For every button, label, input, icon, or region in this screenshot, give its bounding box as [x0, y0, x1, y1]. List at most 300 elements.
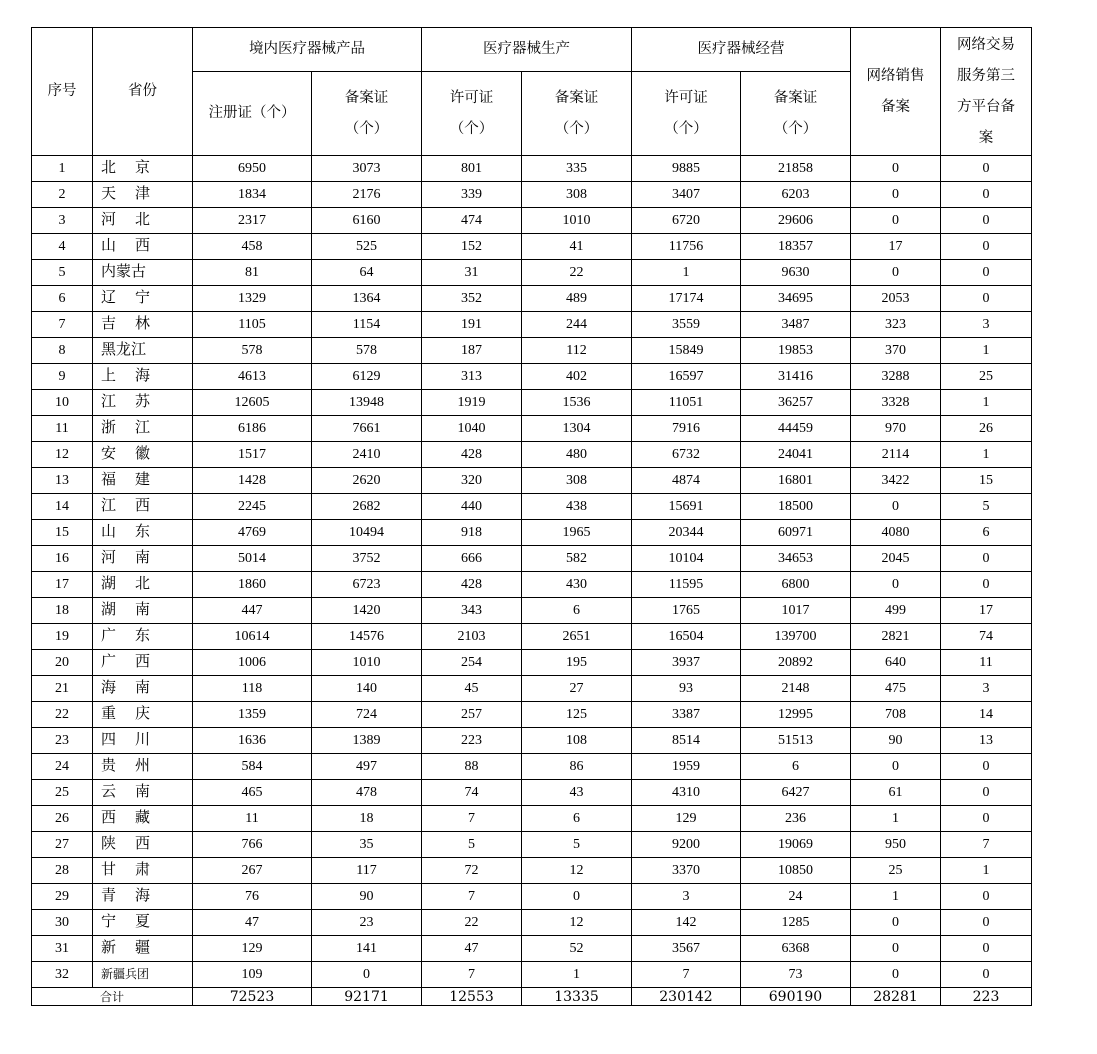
production-license-cell: 45 — [422, 676, 522, 702]
production-license-cell: 152 — [422, 234, 522, 260]
seq-cell: 29 — [32, 884, 93, 910]
platform-cell: 13 — [941, 728, 1032, 754]
registration-cell: 1329 — [193, 286, 312, 312]
province-cell: 湖南 — [93, 598, 193, 624]
production-license-cell: 7 — [422, 806, 522, 832]
registration-cell: 2317 — [193, 208, 312, 234]
province-cell: 云南 — [93, 780, 193, 806]
production-license-cell: 74 — [422, 780, 522, 806]
production-license-cell: 191 — [422, 312, 522, 338]
seq-cell: 28 — [32, 858, 93, 884]
table-row — [32, 286, 1032, 312]
online-sales-cell: 0 — [851, 936, 941, 962]
province-cell: 江苏 — [93, 390, 193, 416]
table-row — [32, 416, 1032, 442]
seq-cell: 2 — [32, 182, 93, 208]
filing-cell: 7661 — [312, 416, 422, 442]
filing-cell: 0 — [312, 962, 422, 988]
filing-cell: 1420 — [312, 598, 422, 624]
filing-cell: 1154 — [312, 312, 422, 338]
operation-license-cell: 16597 — [632, 364, 741, 390]
registration-cell: 47 — [193, 910, 312, 936]
table-row — [32, 390, 1032, 416]
table-body — [32, 156, 1032, 988]
operation-license-cell: 7916 — [632, 416, 741, 442]
registration-cell: 5014 — [193, 546, 312, 572]
platform-cell: 0 — [941, 884, 1032, 910]
operation-filing-cell: 9630 — [741, 260, 851, 286]
registration-cell: 584 — [193, 754, 312, 780]
filing-cell: 2620 — [312, 468, 422, 494]
online-sales-cell: 3328 — [851, 390, 941, 416]
total-filing: 92171 — [312, 988, 422, 1006]
platform-cell: 1 — [941, 858, 1032, 884]
seq-cell: 20 — [32, 650, 93, 676]
online-sales-cell: 3288 — [851, 364, 941, 390]
table-row — [32, 702, 1032, 728]
operation-filing-cell: 44459 — [741, 416, 851, 442]
operation-filing-cell: 1017 — [741, 598, 851, 624]
production-license-cell: 1040 — [422, 416, 522, 442]
platform-cell: 3 — [941, 312, 1032, 338]
online-sales-cell: 17 — [851, 234, 941, 260]
production-filing-cell: 335 — [522, 156, 632, 182]
seq-cell: 3 — [32, 208, 93, 234]
seq-cell: 22 — [32, 702, 93, 728]
registration-cell: 1105 — [193, 312, 312, 338]
operation-license-cell: 6732 — [632, 442, 741, 468]
production-filing-cell: 52 — [522, 936, 632, 962]
province-cell: 海南 — [93, 676, 193, 702]
seq-cell: 6 — [32, 286, 93, 312]
filing-cell: 64 — [312, 260, 422, 286]
seq-cell: 7 — [32, 312, 93, 338]
seq-cell: 5 — [32, 260, 93, 286]
registration-cell: 1834 — [193, 182, 312, 208]
platform-cell: 1 — [941, 390, 1032, 416]
online-sales-cell: 970 — [851, 416, 941, 442]
filing-cell: 578 — [312, 338, 422, 364]
total-row — [32, 988, 1032, 1006]
registration-cell: 267 — [193, 858, 312, 884]
registration-cell: 10614 — [193, 624, 312, 650]
province-cell: 北京 — [93, 156, 193, 182]
seq-cell: 21 — [32, 676, 93, 702]
operation-filing-cell: 24041 — [741, 442, 851, 468]
production-license-cell: 187 — [422, 338, 522, 364]
registration-cell: 118 — [193, 676, 312, 702]
operation-license-cell: 4310 — [632, 780, 741, 806]
table-row — [32, 442, 1032, 468]
province-cell: 青海 — [93, 884, 193, 910]
production-filing-cell: 1010 — [522, 208, 632, 234]
registration-cell: 578 — [193, 338, 312, 364]
platform-cell: 0 — [941, 156, 1032, 182]
online-sales-cell: 370 — [851, 338, 941, 364]
operation-license-cell: 3407 — [632, 182, 741, 208]
total-operation-filing: 690190 — [741, 988, 851, 1006]
production-filing-cell: 1536 — [522, 390, 632, 416]
table-row — [32, 624, 1032, 650]
platform-cell: 0 — [941, 936, 1032, 962]
table-row — [32, 520, 1032, 546]
platform-cell: 0 — [941, 182, 1032, 208]
registration-cell: 1359 — [193, 702, 312, 728]
production-license-cell: 666 — [422, 546, 522, 572]
province-cell: 福建 — [93, 468, 193, 494]
production-license-cell: 801 — [422, 156, 522, 182]
seq-cell: 8 — [32, 338, 93, 364]
operation-license-cell: 1 — [632, 260, 741, 286]
operation-filing-cell: 21858 — [741, 156, 851, 182]
online-sales-cell: 323 — [851, 312, 941, 338]
platform-cell: 0 — [941, 806, 1032, 832]
table-row — [32, 650, 1032, 676]
province-cell: 四川 — [93, 728, 193, 754]
production-license-cell: 918 — [422, 520, 522, 546]
filing-cell: 2682 — [312, 494, 422, 520]
seq-cell: 13 — [32, 468, 93, 494]
province-cell: 陕西 — [93, 832, 193, 858]
operation-license-cell: 3559 — [632, 312, 741, 338]
online-sales-cell: 2045 — [851, 546, 941, 572]
production-license-cell: 313 — [422, 364, 522, 390]
header-filing-cert-line2: （个） — [344, 120, 389, 137]
platform-cell: 0 — [941, 234, 1032, 260]
production-filing-cell: 12 — [522, 858, 632, 884]
registration-cell: 447 — [193, 598, 312, 624]
province-cell: 吉林 — [93, 312, 193, 338]
platform-cell: 26 — [941, 416, 1032, 442]
operation-filing-cell: 10850 — [741, 858, 851, 884]
registration-cell: 11 — [193, 806, 312, 832]
table-row — [32, 364, 1032, 390]
operation-license-cell: 4874 — [632, 468, 741, 494]
production-license-cell: 22 — [422, 910, 522, 936]
filing-cell: 13948 — [312, 390, 422, 416]
header-domestic-products: 境内医疗器械产品 — [193, 28, 422, 72]
table-row — [32, 312, 1032, 338]
province-cell: 天津 — [93, 182, 193, 208]
registration-cell: 1517 — [193, 442, 312, 468]
table-row — [32, 468, 1032, 494]
production-filing-cell: 430 — [522, 572, 632, 598]
province-cell: 西藏 — [93, 806, 193, 832]
operation-filing-cell: 19069 — [741, 832, 851, 858]
seq-cell: 31 — [32, 936, 93, 962]
registration-cell: 81 — [193, 260, 312, 286]
filing-cell: 14576 — [312, 624, 422, 650]
operation-filing-cell: 60971 — [741, 520, 851, 546]
production-license-cell: 7 — [422, 884, 522, 910]
operation-filing-cell: 18500 — [741, 494, 851, 520]
production-license-cell: 428 — [422, 572, 522, 598]
filing-cell: 1389 — [312, 728, 422, 754]
registration-cell: 1428 — [193, 468, 312, 494]
platform-cell: 0 — [941, 754, 1032, 780]
operation-filing-cell: 236 — [741, 806, 851, 832]
table-row — [32, 962, 1032, 988]
header-operation-filing — [741, 72, 851, 156]
platform-cell: 0 — [941, 260, 1032, 286]
operation-filing-cell: 16801 — [741, 468, 851, 494]
registration-cell: 129 — [193, 936, 312, 962]
operation-filing-cell: 31416 — [741, 364, 851, 390]
registration-cell: 2245 — [193, 494, 312, 520]
operation-license-cell: 6720 — [632, 208, 741, 234]
platform-cell: 0 — [941, 780, 1032, 806]
operation-filing-cell: 20892 — [741, 650, 851, 676]
total-production-filing: 13335 — [522, 988, 632, 1006]
header-filing-cert — [312, 72, 422, 156]
filing-cell: 35 — [312, 832, 422, 858]
table-row — [32, 546, 1032, 572]
province-cell: 贵州 — [93, 754, 193, 780]
operation-license-cell: 3387 — [632, 702, 741, 728]
production-filing-cell: 1304 — [522, 416, 632, 442]
filing-cell: 478 — [312, 780, 422, 806]
operation-license-cell: 1959 — [632, 754, 741, 780]
seq-cell: 18 — [32, 598, 93, 624]
header-third-party-platform — [941, 28, 1032, 156]
operation-filing-cell: 24 — [741, 884, 851, 910]
production-license-cell: 339 — [422, 182, 522, 208]
registration-cell: 1636 — [193, 728, 312, 754]
registration-cell: 6186 — [193, 416, 312, 442]
seq-cell: 27 — [32, 832, 93, 858]
province-cell: 内蒙古 — [93, 260, 193, 286]
platform-cell: 5 — [941, 494, 1032, 520]
filing-cell: 497 — [312, 754, 422, 780]
table-row — [32, 936, 1032, 962]
province-cell: 宁夏 — [93, 910, 193, 936]
province-cell: 重庆 — [93, 702, 193, 728]
table-row — [32, 338, 1032, 364]
registration-cell: 4613 — [193, 364, 312, 390]
seq-cell: 9 — [32, 364, 93, 390]
province-cell: 甘肃 — [93, 858, 193, 884]
production-license-cell: 440 — [422, 494, 522, 520]
production-filing-cell: 480 — [522, 442, 632, 468]
filing-cell: 23 — [312, 910, 422, 936]
header-province: 省份 — [93, 28, 193, 156]
production-filing-cell: 6 — [522, 598, 632, 624]
header-online-sales-line2: 备案 — [881, 98, 910, 115]
registration-cell: 465 — [193, 780, 312, 806]
platform-cell: 74 — [941, 624, 1032, 650]
production-license-cell: 1919 — [422, 390, 522, 416]
platform-cell: 0 — [941, 546, 1032, 572]
filing-cell: 1364 — [312, 286, 422, 312]
production-filing-cell: 112 — [522, 338, 632, 364]
platform-cell: 0 — [941, 286, 1032, 312]
table-row — [32, 494, 1032, 520]
production-filing-cell: 0 — [522, 884, 632, 910]
province-cell: 新疆兵团 — [93, 962, 193, 988]
header-seq: 序号 — [32, 28, 93, 156]
platform-cell: 14 — [941, 702, 1032, 728]
online-sales-cell: 2053 — [851, 286, 941, 312]
header-online-sales-line1: 网络销售 — [866, 67, 925, 84]
filing-cell: 141 — [312, 936, 422, 962]
production-filing-cell: 41 — [522, 234, 632, 260]
production-filing-cell: 489 — [522, 286, 632, 312]
registration-cell: 76 — [193, 884, 312, 910]
production-filing-cell: 195 — [522, 650, 632, 676]
operation-license-cell: 7 — [632, 962, 741, 988]
platform-cell: 25 — [941, 364, 1032, 390]
registration-cell: 766 — [193, 832, 312, 858]
header-platform-line1: 网络交易 — [957, 36, 1015, 53]
operation-license-cell: 129 — [632, 806, 741, 832]
operation-filing-cell: 139700 — [741, 624, 851, 650]
registration-cell: 1860 — [193, 572, 312, 598]
header-operation: 医疗器械经营 — [632, 28, 851, 72]
operation-license-cell: 142 — [632, 910, 741, 936]
filing-cell: 6160 — [312, 208, 422, 234]
seq-cell: 17 — [32, 572, 93, 598]
production-license-cell: 2103 — [422, 624, 522, 650]
production-license-cell: 343 — [422, 598, 522, 624]
table-row — [32, 884, 1032, 910]
header-production-filing — [522, 72, 632, 156]
platform-cell: 0 — [941, 910, 1032, 936]
production-license-cell: 88 — [422, 754, 522, 780]
registration-cell: 109 — [193, 962, 312, 988]
total-operation-license: 230142 — [632, 988, 741, 1006]
operation-filing-cell: 6800 — [741, 572, 851, 598]
production-filing-cell: 1 — [522, 962, 632, 988]
filing-cell: 2176 — [312, 182, 422, 208]
province-cell: 新疆 — [93, 936, 193, 962]
province-cell: 黑龙江 — [93, 338, 193, 364]
online-sales-cell: 0 — [851, 962, 941, 988]
operation-filing-cell: 51513 — [741, 728, 851, 754]
online-sales-cell: 499 — [851, 598, 941, 624]
platform-cell: 17 — [941, 598, 1032, 624]
operation-filing-cell: 6203 — [741, 182, 851, 208]
online-sales-cell: 25 — [851, 858, 941, 884]
seq-cell: 24 — [32, 754, 93, 780]
filing-cell: 525 — [312, 234, 422, 260]
header-production: 医疗器械生产 — [422, 28, 632, 72]
platform-cell: 0 — [941, 572, 1032, 598]
production-filing-cell: 438 — [522, 494, 632, 520]
operation-filing-cell: 73 — [741, 962, 851, 988]
seq-cell: 14 — [32, 494, 93, 520]
production-filing-cell: 86 — [522, 754, 632, 780]
table-row — [32, 260, 1032, 286]
online-sales-cell: 475 — [851, 676, 941, 702]
header-production-filing-line2: （个） — [554, 120, 599, 137]
filing-cell: 3073 — [312, 156, 422, 182]
production-license-cell: 5 — [422, 832, 522, 858]
operation-license-cell: 1765 — [632, 598, 741, 624]
seq-cell: 26 — [32, 806, 93, 832]
platform-cell: 0 — [941, 208, 1032, 234]
seq-cell: 11 — [32, 416, 93, 442]
registration-cell: 4769 — [193, 520, 312, 546]
table-row — [32, 598, 1032, 624]
operation-license-cell: 3370 — [632, 858, 741, 884]
online-sales-cell: 0 — [851, 494, 941, 520]
operation-license-cell: 3567 — [632, 936, 741, 962]
online-sales-cell: 0 — [851, 754, 941, 780]
production-license-cell: 254 — [422, 650, 522, 676]
online-sales-cell: 708 — [851, 702, 941, 728]
online-sales-cell: 950 — [851, 832, 941, 858]
production-filing-cell: 244 — [522, 312, 632, 338]
seq-cell: 15 — [32, 520, 93, 546]
header-filing-cert-line1: 备案证 — [344, 89, 389, 106]
operation-license-cell: 16504 — [632, 624, 741, 650]
header-registration-cert: 注册证（个） — [193, 72, 312, 156]
operation-license-cell: 17174 — [632, 286, 741, 312]
header-operation-filing-line2: （个） — [773, 120, 818, 137]
operation-filing-cell: 34653 — [741, 546, 851, 572]
online-sales-cell: 0 — [851, 572, 941, 598]
filing-cell: 6129 — [312, 364, 422, 390]
total-online-sales: 28281 — [851, 988, 941, 1006]
operation-license-cell: 3 — [632, 884, 741, 910]
header-platform-line2: 服务第三 — [957, 67, 1015, 84]
province-cell: 河北 — [93, 208, 193, 234]
total-production-license: 12553 — [422, 988, 522, 1006]
production-license-cell: 257 — [422, 702, 522, 728]
production-filing-cell: 308 — [522, 468, 632, 494]
seq-cell: 12 — [32, 442, 93, 468]
production-filing-cell: 402 — [522, 364, 632, 390]
seq-cell: 32 — [32, 962, 93, 988]
online-sales-cell: 90 — [851, 728, 941, 754]
table-row — [32, 754, 1032, 780]
province-cell: 江西 — [93, 494, 193, 520]
platform-cell: 15 — [941, 468, 1032, 494]
province-cell: 安徽 — [93, 442, 193, 468]
province-cell: 湖北 — [93, 572, 193, 598]
online-sales-cell: 0 — [851, 156, 941, 182]
province-cell: 广东 — [93, 624, 193, 650]
operation-filing-cell: 6427 — [741, 780, 851, 806]
platform-cell: 0 — [941, 962, 1032, 988]
online-sales-cell: 2114 — [851, 442, 941, 468]
production-filing-cell: 22 — [522, 260, 632, 286]
seq-cell: 25 — [32, 780, 93, 806]
header-online-sales — [851, 28, 941, 156]
online-sales-cell: 640 — [851, 650, 941, 676]
total-platform: 223 — [941, 988, 1032, 1006]
header-production-license — [422, 72, 522, 156]
production-license-cell: 72 — [422, 858, 522, 884]
operation-filing-cell: 34695 — [741, 286, 851, 312]
filing-cell: 6723 — [312, 572, 422, 598]
registration-cell: 6950 — [193, 156, 312, 182]
seq-cell: 10 — [32, 390, 93, 416]
production-license-cell: 352 — [422, 286, 522, 312]
platform-cell: 1 — [941, 338, 1032, 364]
filing-cell: 140 — [312, 676, 422, 702]
online-sales-cell: 0 — [851, 182, 941, 208]
filing-cell: 10494 — [312, 520, 422, 546]
online-sales-cell: 0 — [851, 208, 941, 234]
seq-cell: 30 — [32, 910, 93, 936]
medical-device-stats-table — [31, 27, 1032, 1006]
online-sales-cell: 2821 — [851, 624, 941, 650]
production-filing-cell: 12 — [522, 910, 632, 936]
production-filing-cell: 2651 — [522, 624, 632, 650]
header-production-license-line2: （个） — [449, 120, 494, 137]
filing-cell: 1010 — [312, 650, 422, 676]
